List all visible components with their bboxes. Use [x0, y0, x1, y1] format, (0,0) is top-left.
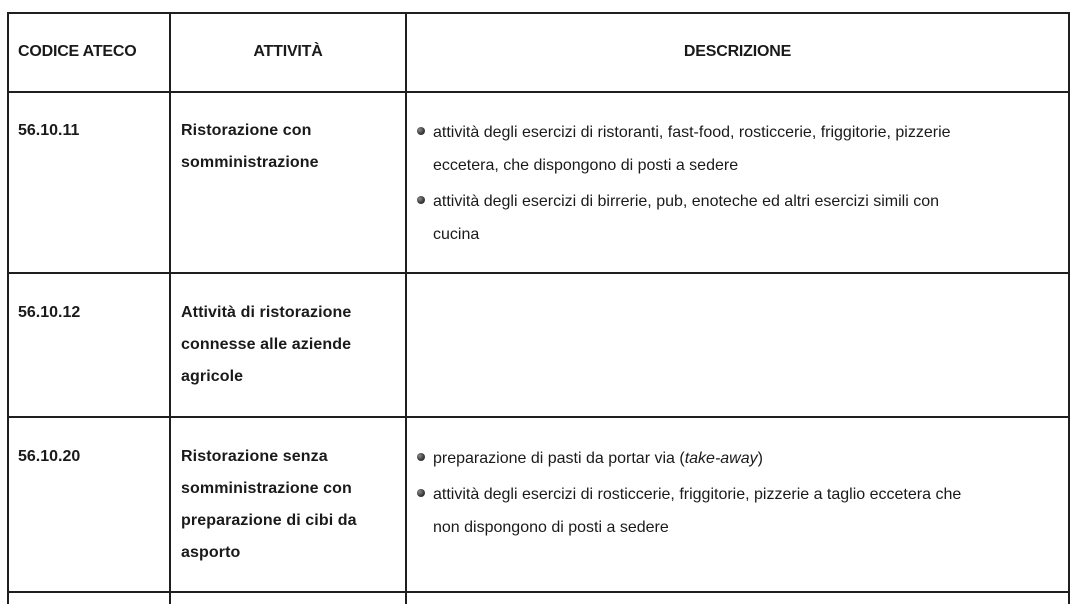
description-text: preparazione di pasti da portar via ( [433, 450, 685, 467]
row1-activity-line: Ristorazione con [181, 122, 312, 139]
row3-activity [181, 441, 403, 569]
bullet-icon [417, 127, 425, 135]
row3-description-item [407, 442, 1067, 475]
row3-activity-line: Ristorazione senza [181, 448, 328, 465]
row3-description-item [407, 478, 1067, 544]
row2-code: 56.10.12 [18, 304, 81, 321]
row1-activity-line: somministrazione [181, 154, 319, 171]
table-divider-row3 [7, 591, 1070, 593]
bullet-icon [417, 453, 425, 461]
table-divider-row1 [7, 272, 1070, 274]
bullet-icon [417, 196, 425, 204]
table-border-left [7, 12, 9, 604]
row3-activity-line: preparazione di cibi da [181, 512, 357, 529]
table-border-top [7, 12, 1070, 14]
description-line: cucina [433, 226, 480, 243]
description-line: attività degli esercizi di rosticcerie, friggitorie, pizzerie a taglio eccetera che [433, 486, 962, 503]
table-divider-header [7, 91, 1070, 93]
row2-activity [181, 297, 403, 393]
row1-description-item [407, 185, 1067, 251]
header-description: DESCRIZIONE [683, 43, 792, 60]
row2-activity-line: agricole [181, 368, 244, 385]
description-line: attività degli esercizi di ristoranti, fast-food, rosticcerie, friggitorie, pizzerie [433, 124, 951, 141]
row3-description [407, 442, 1067, 547]
header-activity: ATTIVITÀ [253, 43, 323, 60]
bullet-icon [417, 489, 425, 497]
description-emphasis: take-away [684, 450, 758, 467]
description-text: ) [757, 450, 763, 467]
row3-code: 56.10.20 [18, 448, 81, 465]
row3-activity-line: asporto [181, 544, 241, 561]
row1-description [407, 116, 1067, 254]
row3-activity-line: somministrazione con [181, 480, 352, 497]
row1-description-item [407, 116, 1067, 182]
description-line: attività degli esercizi di birrerie, pub, enoteche ed altri esercizi simili con [433, 193, 939, 210]
header-code: CODICE ATECO [18, 43, 137, 60]
row1-code: 56.10.11 [18, 122, 80, 139]
row2-activity-line: connesse alle aziende [181, 336, 352, 353]
table-divider-row2 [7, 416, 1070, 418]
row1-activity [181, 115, 403, 179]
description-line: eccetera, che dispongono di posti a sedere [433, 157, 739, 174]
row2-activity-line: Attività di ristorazione [181, 304, 352, 321]
table-border-right [1068, 12, 1070, 604]
description-line: non dispongono di posti a sedere [433, 519, 669, 536]
table-divider-col1 [169, 12, 171, 604]
